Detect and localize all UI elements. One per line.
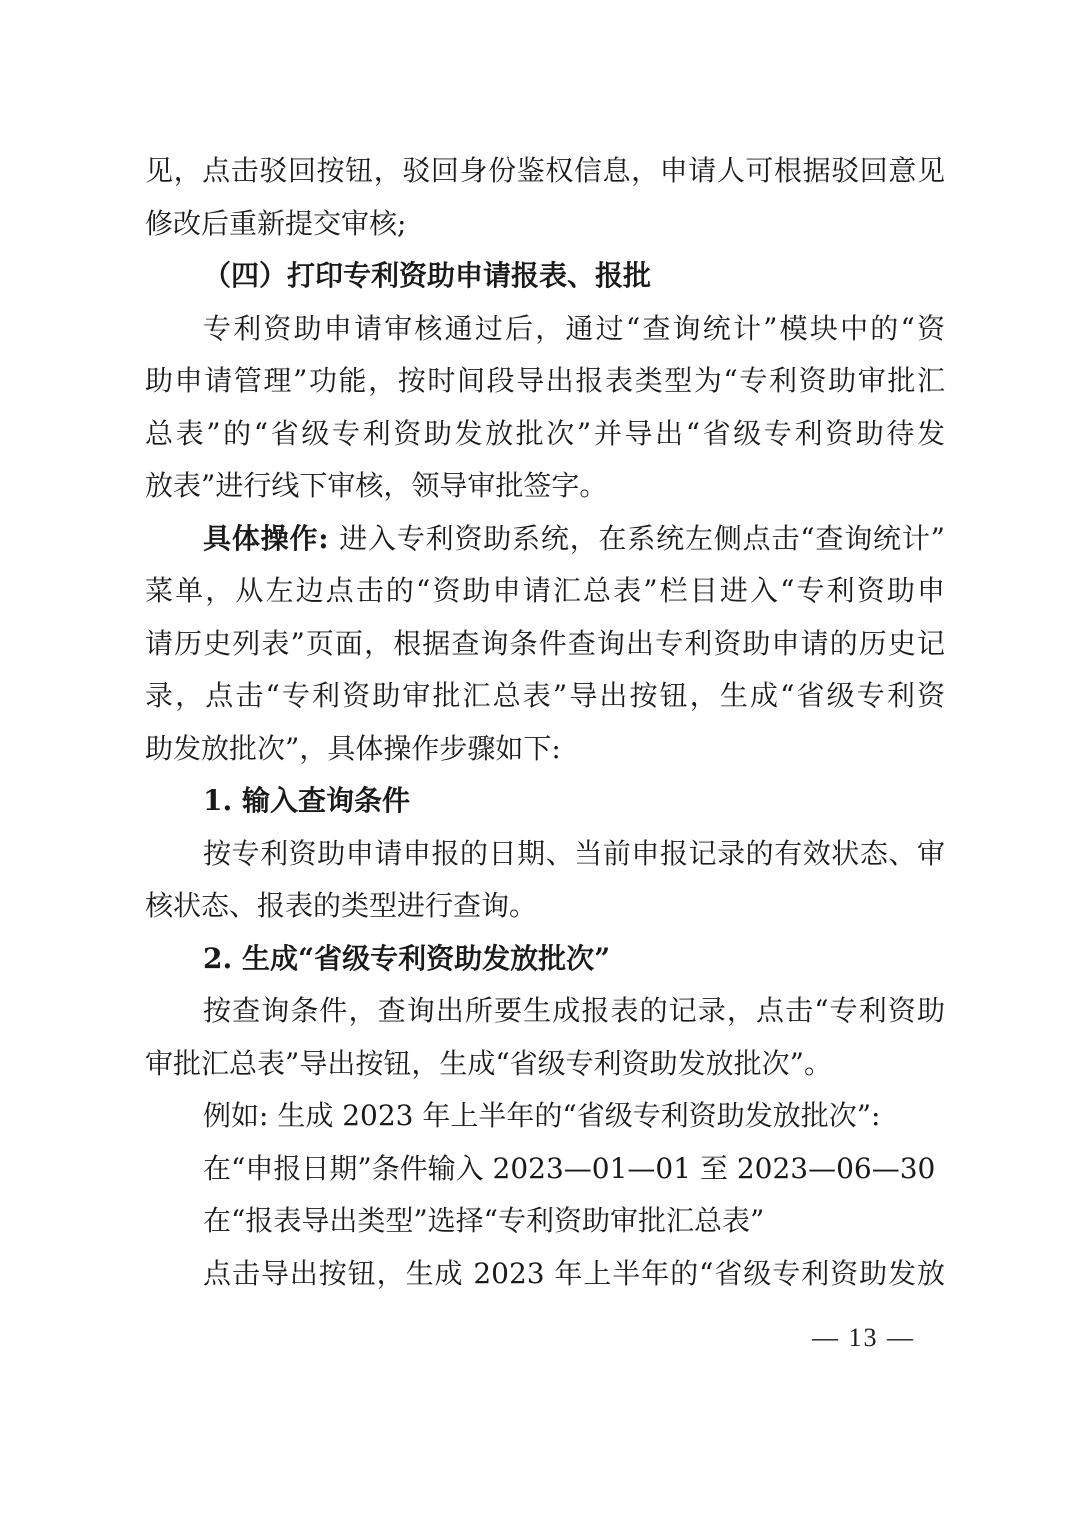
line-text: 见，点击驳回按钮，驳回身份鉴权信息，申请人可根据驳回意见: [145, 154, 945, 187]
line-text: 进入专利资助系统，在系统左侧点击“查询统计”: [339, 521, 945, 555]
text-line: [145, 145, 945, 198]
text-line: [145, 460, 945, 513]
body-text: [145, 145, 945, 1300]
label-lead: 具体操作:: [203, 521, 340, 555]
line-text: 录，点击“专利资助审批汇总表”导出按钮，生成“省级专利资: [145, 679, 945, 712]
line-text: 放表”进行线下审核，领导审批签字。: [145, 469, 608, 502]
line-text: 按查询条件，查询出所要生成报表的记录，点击“专利资助: [203, 994, 945, 1027]
text-line: [145, 355, 945, 408]
line-text: 总表”的“省级专利资助发放批次”并导出“省级专利资助待发: [145, 416, 945, 450]
line-text: 点击导出按钮，生成 2023 年上半年的“省级专利资助发放: [203, 1256, 945, 1290]
line-text: 核状态、报表的类型进行查询。: [145, 889, 538, 922]
text-line: [145, 985, 945, 1038]
line-text: 菜单，从左边点击的“资助申请汇总表”栏目进入“专利资助申: [145, 574, 945, 607]
text-line: [145, 723, 945, 776]
line-text: 按专利资助申请申报的日期、当前申报记录的有效状态、审: [203, 836, 945, 870]
text-line: [145, 303, 945, 356]
text-line: [145, 618, 945, 671]
line-text: 例如: 生成 2023 年上半年的“省级专利资助发放批次”:: [203, 1099, 881, 1132]
line-text: 审批汇总表”导出按钮，生成“省级专利资助发放批次”。: [145, 1046, 832, 1080]
text-line: [145, 880, 945, 933]
text-line: [145, 565, 945, 618]
text-line: [145, 1195, 945, 1248]
text-line: [145, 1143, 945, 1196]
page-number: — 13 —: [812, 1323, 915, 1352]
line-text: 专利资助申请审核通过后，通过“查询统计”模块中的“资: [203, 311, 945, 345]
text-line: [145, 670, 945, 723]
line-text: 修改后重新提交审核;: [145, 206, 407, 240]
line-text: 助申请管理”功能，按时间段导出报表类型为“专利资助审批汇: [145, 364, 945, 397]
line-text: （四）打印专利资助申请报表、报批: [203, 259, 652, 292]
text-line: [145, 1090, 945, 1143]
line-text: 在“报表导出类型”选择“专利资助审批汇总表”: [203, 1204, 765, 1237]
line-text: 在“申报日期”条件输入 2023—01—01 至 2023—06—30: [203, 1151, 936, 1185]
text-line: [145, 1038, 945, 1091]
line-text: 请历史列表”页面，根据查询条件查询出专利资助申请的历史记: [145, 626, 945, 660]
section-heading: [145, 250, 945, 303]
section-heading: [145, 933, 945, 986]
section-heading: [145, 775, 945, 828]
text-line: [145, 1248, 945, 1301]
line-text: 1. 输入查询条件: [203, 784, 410, 817]
line-text: 助发放批次”，具体操作步骤如下:: [145, 731, 561, 765]
text-line: [145, 198, 945, 251]
text-line: [145, 408, 945, 461]
text-line: [145, 828, 945, 881]
text-line: [145, 513, 945, 566]
line-text: 2. 生成“省级专利资助发放批次”: [203, 941, 611, 975]
